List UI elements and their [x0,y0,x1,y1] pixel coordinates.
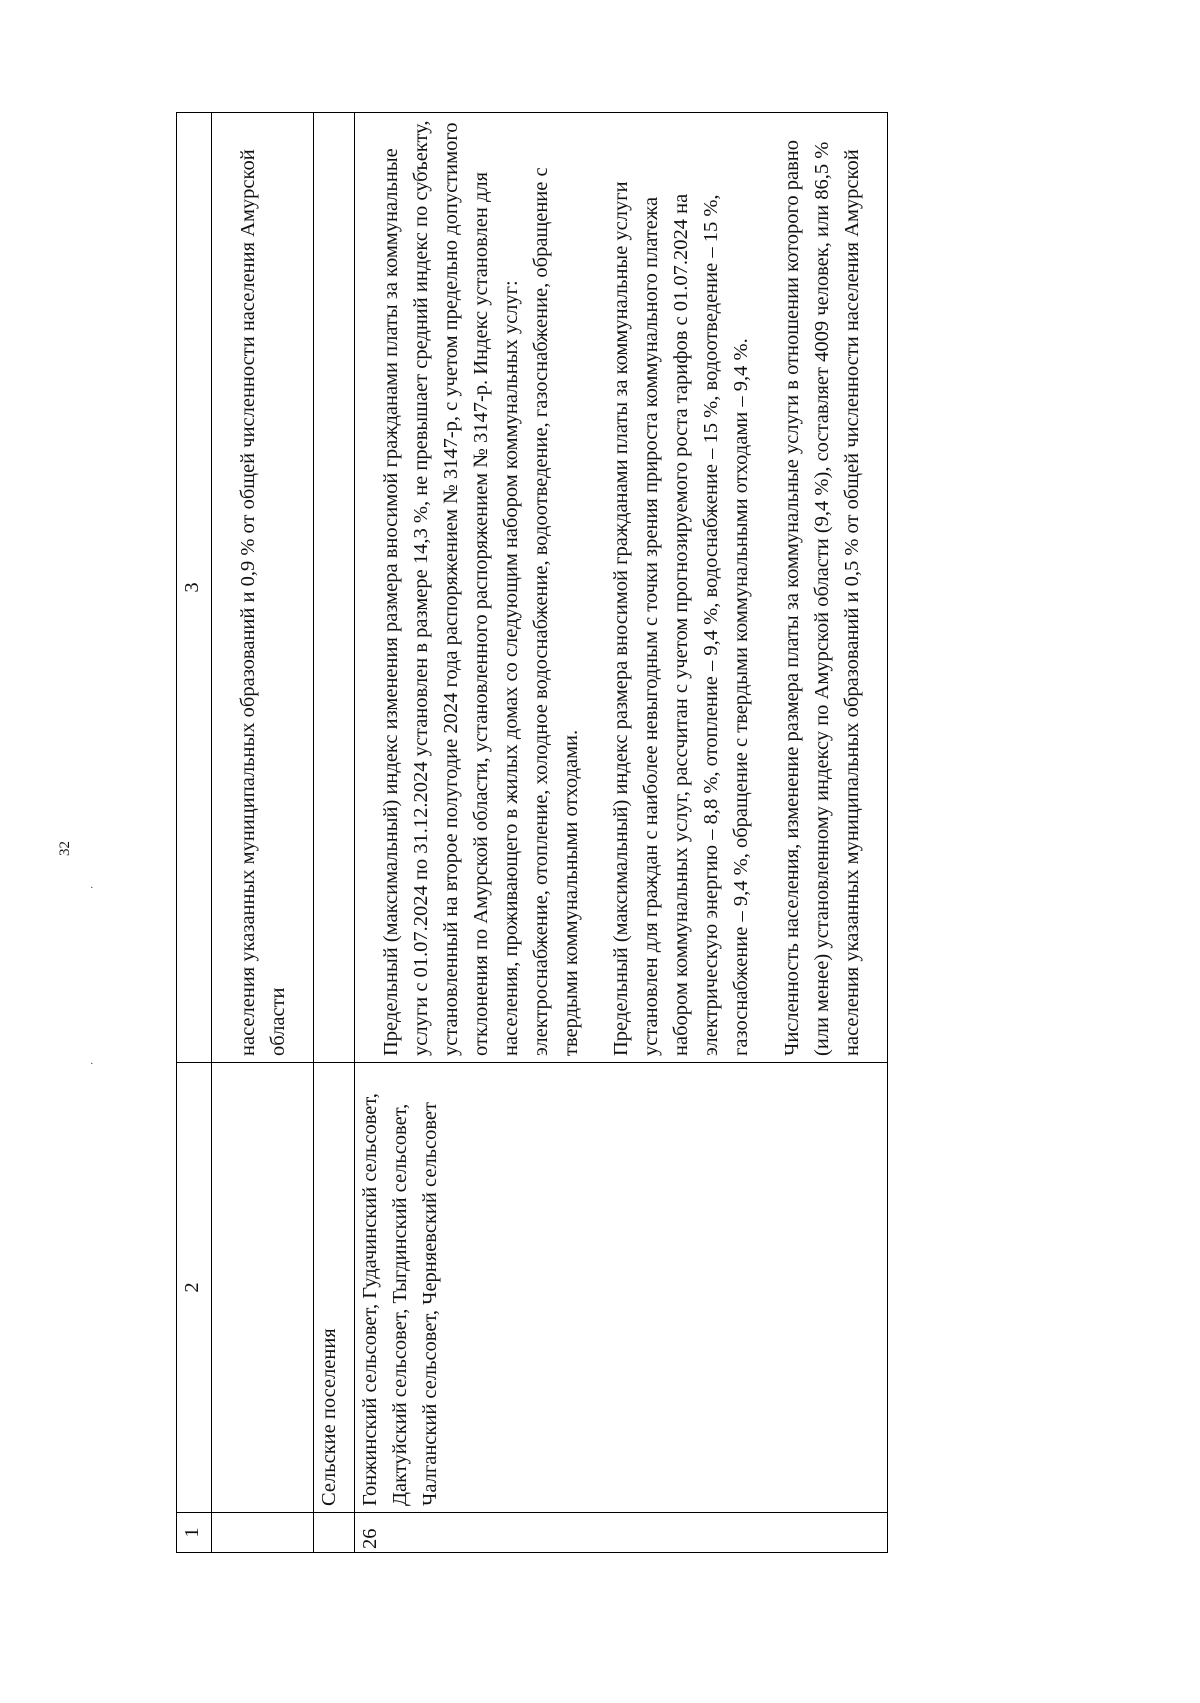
continuation-text: населения указанных муниципальных образований и 0,9 % от общей численности населения Амурской области [236,149,289,1056]
rotated-table-container [176,113,1103,1553]
scan-speck: · [90,1058,94,1070]
table-row-continuation [212,113,314,1553]
section-title: Сельские поселения [314,1063,355,1513]
description-cell [355,113,888,1063]
paragraph-tariffs: Предельный (максимальный) индекс размера вносимой гражданами платы за коммунальные услуги установлен для граждан с наиболее невыгодным с точки зрения прироста коммунального платежа набором коммунальных услуг, рассчитан с учетом прогнозируемого роста тарифов с 01.07.2024 на электрическую энергию – 8,8 %, отопление – 9,4 %, водоснабжение – 15 %, водоотведение – 15 %, газоснабжение – 9,4 %, обращение с твердыми коммунальными отходами – 9,4 %. [610,181,752,1056]
header-col-1: 1 [177,1513,212,1553]
header-col-2: 2 [177,1063,212,1513]
paragraph-population: Численность населения, изменение размера платы за коммунальные услуги в отношении которого равно (или менее) установленному индексу по Амурской области (9,4 %), составляет 4009 человек, или 86,5 % населения указанных муниципальных образований и 0,5 % от общей численности населения Амурской [780,139,863,1056]
municipal-index-table [176,112,888,1553]
table-row [355,113,888,1553]
header-col-3: 3 [177,113,212,1063]
table-row-section [314,113,355,1553]
municipalities-cell: Гонжинский сельсовет, Гудачинский сельсовет, Дактуйский сельсовет, Тыгдинский сельсовет, Чалганский сельсовет, Черняевский сельсовет [355,1063,888,1513]
scan-speck: · [90,882,94,894]
page-number: 32 [57,841,73,856]
table-header-row [177,113,212,1553]
row-number: 26 [355,1513,888,1553]
paragraph-index: Предельный (максимальный) индекс изменения размера вносимой гражданами платы за коммунальные услуги с 01.07.2024 по 31.12.2024 установлен в размере 14,3 %, не превышает средний индекс по субъекту, установленный на второе полугодие 2024 года распоряжением № 3147-р, с учетом предельно допустимого отклонения по Амурской области, установленного распоряжением № 3147-р. Индекс установлен для населения, проживающего в жилых домах со следующим набором коммунальных услуг: электроснабжение, отопление, холодное водоснабжение, водоотведение, газоснабжение, обращение с твердыми коммунальными отходами. [379,120,582,1056]
